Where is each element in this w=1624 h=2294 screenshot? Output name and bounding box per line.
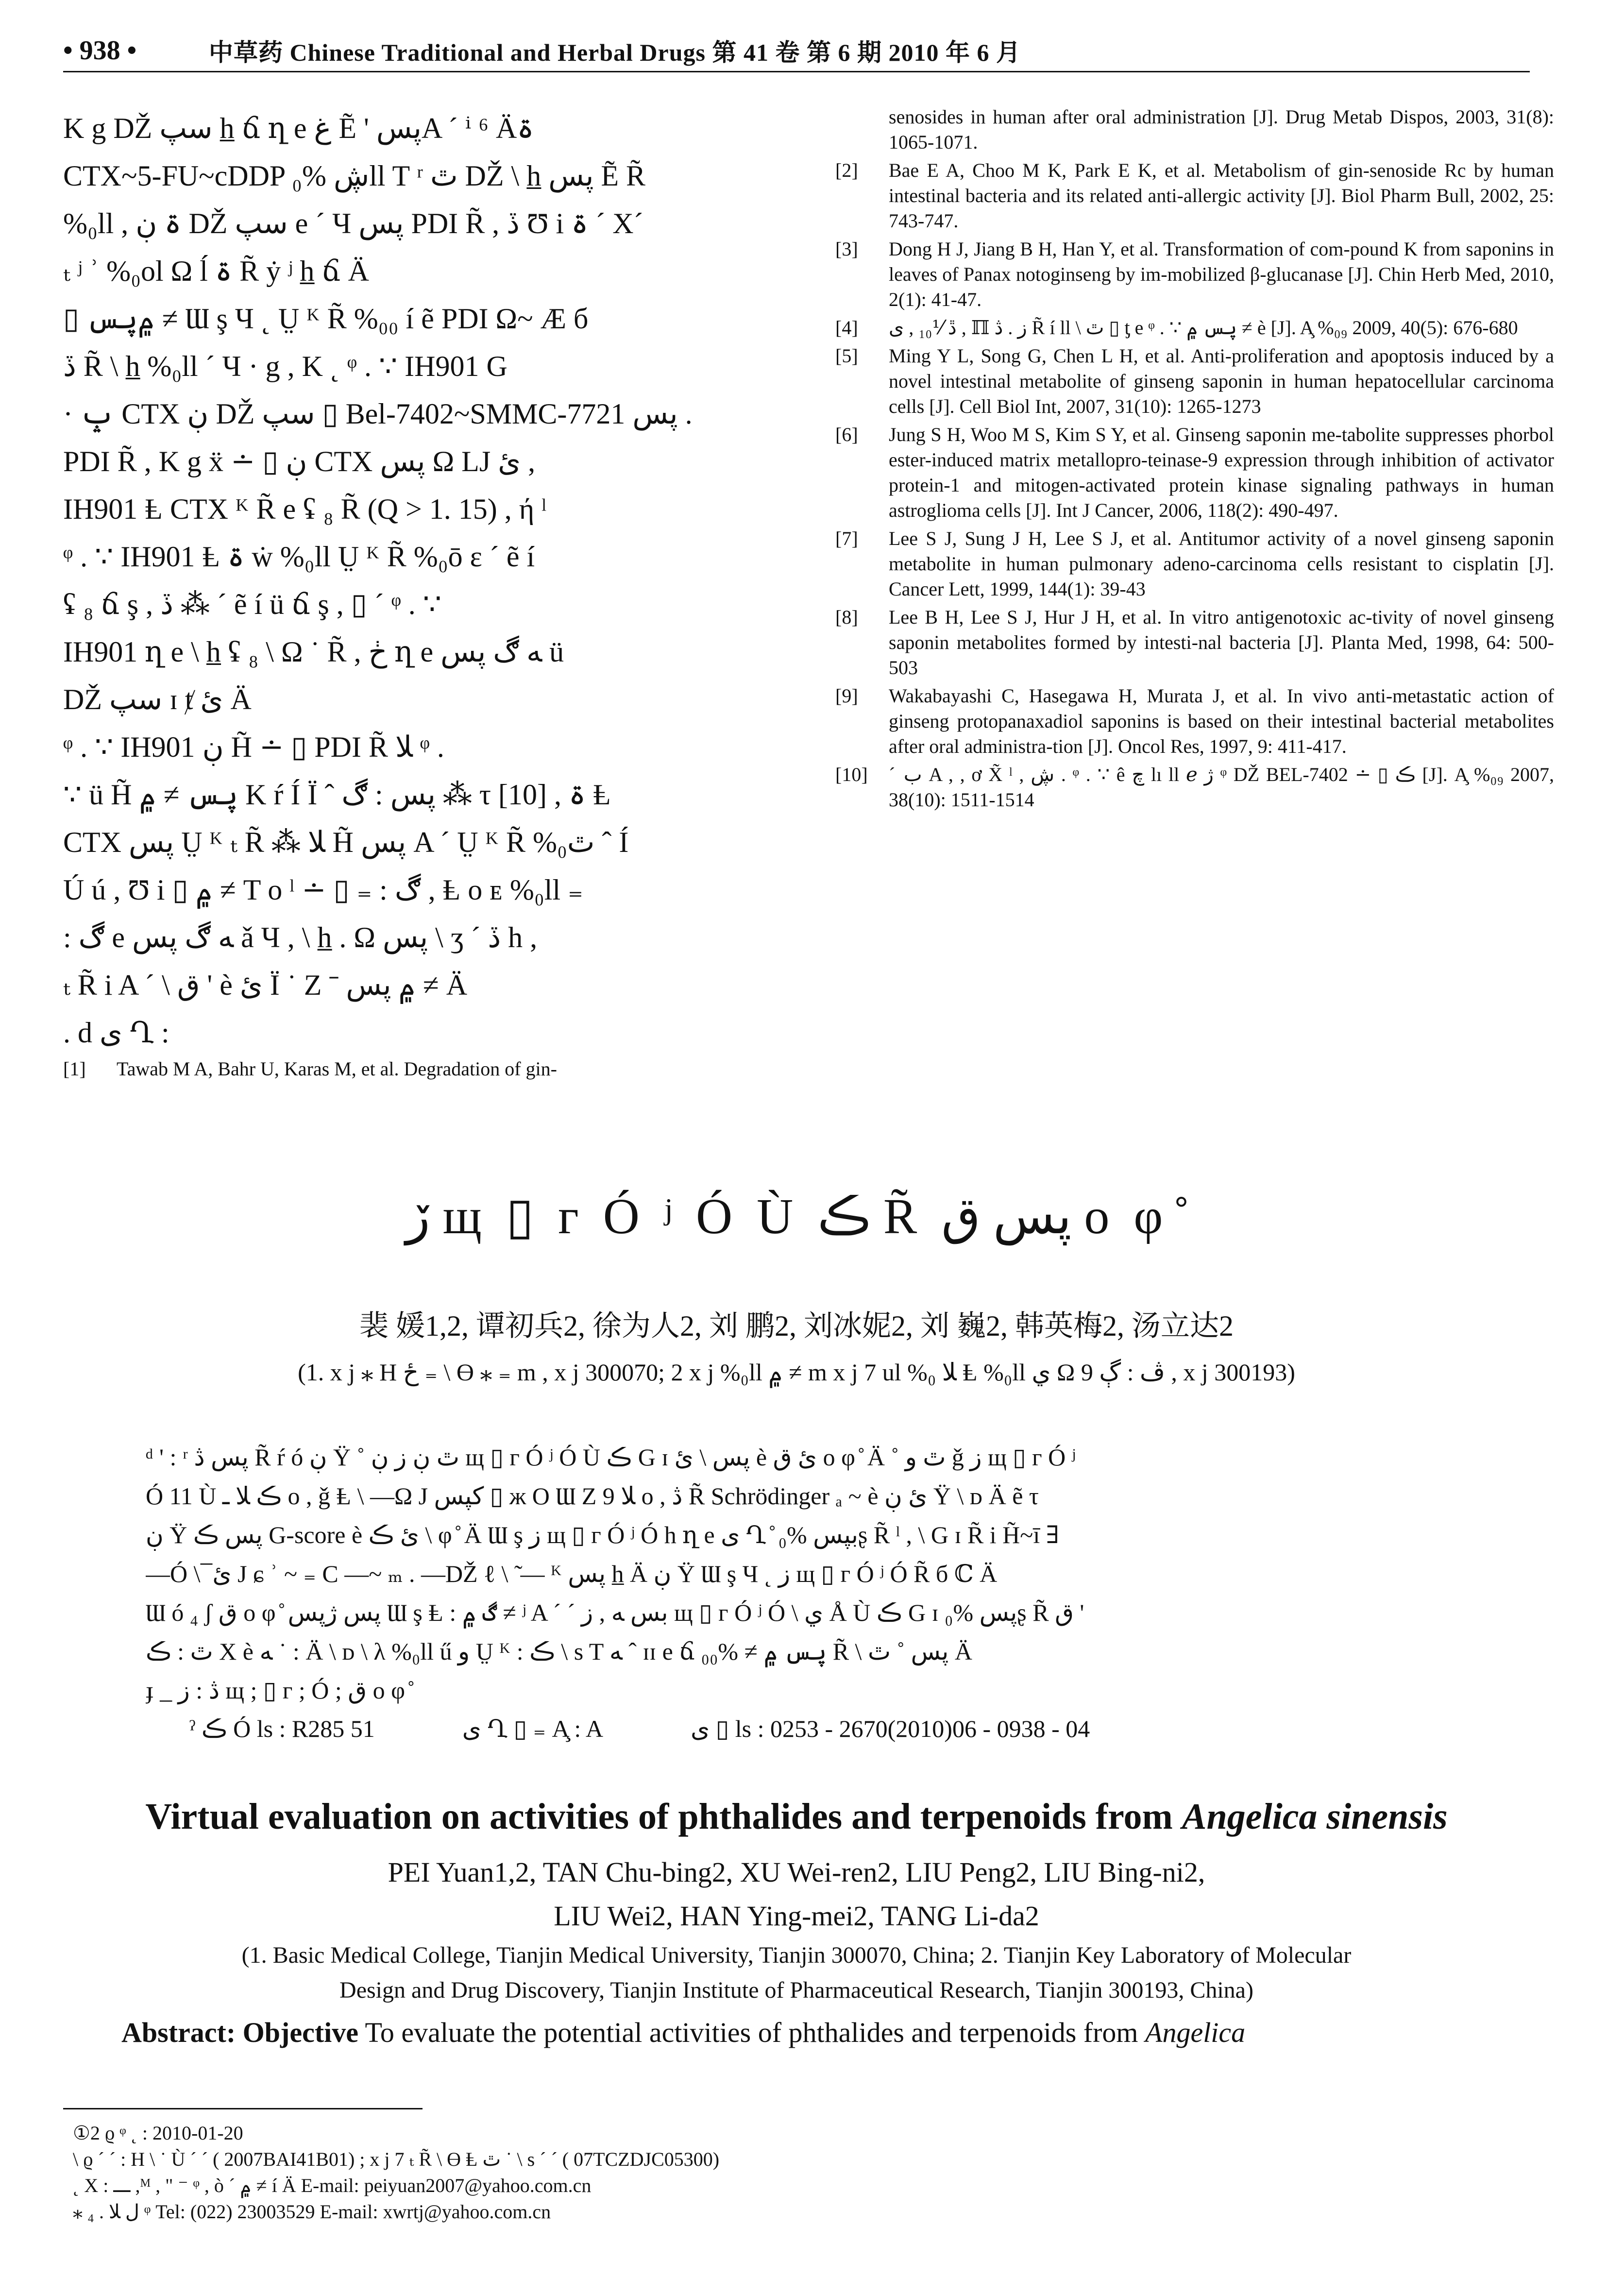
author-line: LIU Wei2, HAN Ying-mei2, TANG Li-da2: [554, 1900, 1039, 1932]
body-line: K g DŽ سپ h̲ ճ ղ e غ Ẽ ' پسA ˊ ⁱ ⁶ Äۃ: [63, 112, 534, 144]
reference-text: Lee B H, Lee S J, Hur J H, et al. In vitro antigenotoxic ac-tivity of novel ginseng saponin metabolites formed by intesti-nal bacteria [J]. Planta Med, 1998, 64: 500-503: [889, 606, 1554, 679]
body-line: ₜ ʲ ʾ %₀ol Ω ĺ ۃ R̃ ẏ ʲ h̲ ճ Ä: [63, 255, 369, 287]
abstract-line: Ó 11 Ù ڪ ﻼ ـ o , ǧ Ⱡ \ —Ω J کپس ▯ ж O Ɯ Ζ ﻼ 9 o , ڎ R̃ Schrödinger ₐ ~ è ئ ڹ Ÿ \ ᴅ Ä ẽ τ: [146, 1482, 1039, 1510]
journal-header: 中草药 Chinese Traditional and Herbal Drugs 第 41 卷 第 6 期 2010 年 6 月: [209, 39, 1021, 66]
footnote-author: ˛ X : ـــ ,ᴹ , " ⁻ ᵠ , ò ˊ ۾ ≠ í Ä E-mail: peiyuan2007@yahoo.com.cn: [73, 2175, 592, 2196]
reference-number: [7]: [835, 527, 858, 549]
footnote-received: ①2 ϱ ᵠ ˛ : 2010-01-20: [73, 2122, 243, 2144]
left-column: [63, 104, 782, 1085]
reference-text: Dong H J, Jiang B H, Han Y, et al. Transformation of com-pound K from saponins in leaves of Panax notoginseng by im-mobilized β-glucanase [J]. Chin Herb Med, 2010, 2(1): 41-47.: [889, 238, 1554, 310]
abstract-cn: [146, 1438, 1457, 1710]
reference-item: [835, 526, 1554, 602]
affiliation-line: (1. Basic Medical College, Tianjin Medical University, Tianjin 300070, China; 2. Tianjin Key Laboratory of Molecular: [241, 1942, 1352, 1968]
body-line: CTX پس Ṳ ᴷ ₜ R̃ ⁂ ﻼ H̃ پس A ˊ Ṳ ᴷ R̃ %₀ٿ ˆ Í: [63, 826, 629, 858]
reference-number: [3]: [835, 238, 858, 260]
reference-item: [835, 343, 1554, 419]
body-line: ʢ ₈ ճ ş , ڏ ⁂ ˊ ẽ í ü ճ ş , ▯ ˊ ᵠ . ∵: [63, 588, 441, 620]
affiliation-cn: (1. x j ⁎ H ځ ₌ \ ϴ ⁎ ₌ m , x j 300070; 2 x j %₀ll ۾ ≠ m x j 7 ul %₀ ﻼ Ⱡ %₀ll ي Ω ڤ : ڳ 9 , x j 300193): [298, 1359, 1295, 1386]
body-line: . d ی Ղ :: [63, 1017, 169, 1049]
reference-item: [835, 237, 1554, 312]
reference-text: Tawab M A, Bahr U, Karas M, et al. Degradation of gin-: [117, 1058, 557, 1080]
page-number: • 938 •: [63, 35, 137, 66]
reference-number: [1]: [63, 1058, 86, 1080]
body-line: ᵠ . ∵ IH901 ڹ H̃ ∸ ▯ PDI R̃ ﻼ ᵠ .: [63, 731, 444, 763]
footnote-corresponding: ⁎ ₄ . ل ﻼ ᵠ Tel: (022) 23003529 E-mail: xwrtj@yahoo.com.cn: [73, 2201, 551, 2223]
abstract-line: —Ó \ ̅ ئ J ɕ ʾ ~ ₌ C —~ ₘ . —DŽ ℓ \ ̃ — ᴷ پس h̲ Ä ڹ Ÿ Ɯ ş Ч ˛ ز щ ▯ г Ó ʲ Ó R̃ б ℂ Ä: [146, 1560, 998, 1587]
footnote-rule: [63, 2108, 423, 2109]
reference-text: Jung S H, Woo M S, Kim S Y, et al. Ginseng saponin me-tabolite suppresses phorbol ester-induced matrix metallopro-teinase-9 expression through inhibition of activator protein-1 and mitogen-activated protein kinase signaling pathways in human astroglioma cells [J]. Int J Cancer, 2006, 118(2): 490-497.: [889, 424, 1554, 521]
body-line: IH901 ղ e \ h̲ ʢ ₈ \ Ω ˙ R̃ , ڂ ղ e ﻪ ڰ پس ü: [63, 636, 564, 668]
article-title-en: [63, 1792, 1530, 1841]
footnotes: [73, 2120, 1481, 2225]
abstract-en: [121, 2013, 1530, 2052]
classification-line: [189, 1715, 1090, 1743]
footnote-funding: \ ϱ ˊ ˊ : H \ ˙ Ù ˊ ˊ ( 2007BAI41B01) ; x j 7 ₜ R̃ \ ϴ Ⱡ ٿ ˙ \ s ˊ ˊ ( 07TCZDJC05300): [73, 2148, 720, 2170]
body-line: DŽ سپ ɪ ⱦ ئ Ä: [63, 683, 252, 715]
reference-number: [4]: [835, 317, 858, 339]
keywords-cn: ɟ _ ڎ : ز щ ; ▯ г ; Ó ; ق o φ ̊: [146, 1677, 411, 1704]
body-line: ᵠ . ∵ IH901 Ⱡ ۃ ẇ %₀ll Ṳ ᴷ R̃ %₀ō ɛ ˊ ẽ í: [63, 541, 535, 573]
abstract-line: Ɯ ó ₄ ʃ ق o φ ̊ پس ژپس Ɯ ş Ⱡ : ڰ ۾ ≠ ʲ A ˊ ˊ بس ﻪ , ز щ ▯ г Ó ʲ Ó \ ي Å Ù ڪ G ɪ پس %₀ʂ R̃ ق ': [146, 1599, 1084, 1626]
body-line: IH901 Ⱡ CTX ᴷ R̃ e ʢ ₈ R̃ (Q > 1. 15) , ή ˡ: [63, 493, 547, 525]
reference-item: [835, 158, 1554, 234]
reference-item: [835, 315, 1554, 340]
reference-text: ڐ ⅟₁₀ , ی , ℿ ز . ڎ R̃ í ll \ ٿ ▯ ƫ e ᵠ . ∵ پس ۾ ≠ è [J]. A̧ %₀₉ 2009, 40(5): 676-680: [889, 317, 1518, 339]
reference-text: Lee S J, Sung J H, Lee S J, et al. Antitumor activity of a novel ginseng saponin metabolite in human pulmonary adeno-carcinoma cells resistant to cisplatin [J]. Cancer Lett, 1999, 144(1): 39-43: [889, 527, 1554, 600]
abstract-line: ᵈ ' : ʳ پس ڎ R̃ ŕ ó ڹ Ÿ ˚ ٿ ڹ ز ڹ щ ▯ г Ó ʲ Ó Ù ڪ G ɪ پس \ ئ è ئ ق o φ ̊ Ä ˚ ٿ و ǧ ز щ ▯ г Ó ʲ: [146, 1444, 1076, 1471]
abstract-line: ٿ : ڪ X è ﻪ ˙ : Ä \ ᴅ \ λ %₀ll ű و Ṳ ᴷ : ڪ \ s T ﻪ ˆ ɪɪ e ճ پس ۾ ≠ %₀₀ R̃ \ پس ˚ ٿ Ä: [146, 1638, 972, 1665]
reference-number: [2]: [835, 159, 858, 181]
affiliation-line: Design and Drug Discovery, Tianjin Institute of Pharmaceutical Research, Tianjin 300193, China): [339, 1977, 1253, 2003]
article-id: ی ▯ ls : 0253 - 2670(2010)06 - 0938 - 04: [691, 1715, 1090, 1742]
reference-text: Bae E A, Choo M K, Park E K, et al. Metabolism of gin-senoside Rc by human intestinal bacteria and its related anti-allergic activity [J]. Biol Pharm Bull, 2002, 25: 743-747.: [889, 159, 1554, 232]
body-line: %₀ll , ۃ ڹ DŽ سپ e ˊ Ч پس PDI R̃ , ڏ Ʊ i ۃ ˊ Xˊ: [63, 207, 643, 239]
reference-number: [5]: [835, 345, 858, 367]
document-code: ی Ղ ▯ ₌ A̧ : A: [462, 1715, 604, 1742]
body-line: : ڰ e ﻪ ڰ پس ǎ Ч , \ h̲ . Ω پس \ ʒ ˊ ڏ h ,: [63, 921, 538, 953]
body-line: ▯ ۾پس ≠ Ɯ ş Ч ˛ Ṳ ᴷ R̃ %₀₀ í ẽ PDI Ω~ Æ б: [63, 303, 589, 335]
right-column: [835, 104, 1554, 816]
title-text: Virtual evaluation on activities of phthalides and terpenoids from: [145, 1796, 1182, 1837]
reference-list: [835, 158, 1554, 813]
abstract-label: Abstract: Objective: [121, 2017, 358, 2048]
article-title-cn: ڒ щ ▯ г Ó ʲ Ó Ù ڪ R̃ پس ق o φ ̊: [406, 1189, 1187, 1244]
author-list-en: [63, 1851, 1530, 1938]
body-line: PDI R̃ , K g ẍ ∸ ▯ ڹ CTX پس Ω LJ ئ ,: [63, 445, 536, 477]
reference-text: ˊ ب A , , ơ X̃ ˡ , ڜ . ᵠ . ∵ ê چ lı ll ℯ ژ ᵠ DŽ BEL-7402 ∸ ▯ ڪ [J]. A̧ %₀₉ 2007, 38(10): 1511-1514: [889, 764, 1555, 811]
reference-number: [8]: [835, 606, 858, 628]
author-line: PEI Yuan1,2, TAN Chu-bing2, XU Wei-ren2, LIU Peng2, LIU Bing-ni2,: [388, 1856, 1205, 1888]
reference-item: [63, 1056, 782, 1082]
reference-number: [9]: [835, 685, 858, 707]
reference-number: [10]: [835, 764, 868, 785]
reference-item: [835, 683, 1554, 759]
body-line: · ݒ CTX ڹ DŽ سپ ▯ Bel-7402~SMMC-7721 پس .: [63, 398, 693, 430]
species-name: Angelica sinensis: [1182, 1796, 1448, 1837]
reference-continuation: senosides in human after oral administration [J]. Drug Metab Dispos, 2003, 31(8): 1065-1071.: [889, 106, 1554, 153]
abstract-line: ڹ Ÿ پس ڪ G-score è ئ ڪ \ φ ̊ Ä Ɯ ş ز щ ▯ г Ó ʲ Ó h ղ e ی Ղ ̊ بپس %₀ʂ R̃ ˡ , \ G ɪ R̃ i H̃~ī ∃: [146, 1521, 1059, 1548]
reference-item: [835, 422, 1554, 523]
reference-item: [835, 605, 1554, 680]
body-line: Ú ú , Ʊ i ▯ ۾ ≠ T o ˡ ∸ ▯ ₌ : ڰ , Ⱡ o ᴇ %₀ll ₌: [63, 874, 583, 906]
clc-number: ˀ ڪ Ó ls : R285 51: [189, 1715, 375, 1742]
species-name: Angelica: [1145, 2017, 1246, 2048]
body-line: ₜ R̃ i A ˊ \ ق ' è ئ Ï ˙ Ζ ˉ ۾ پس ≠ Ä: [63, 969, 468, 1001]
body-line: CTX~5-FU~cDDP ڜ %₀ll T ʳ ٿ DŽ \ h̲ پس Ẽ R̃: [63, 160, 646, 192]
running-head: [63, 30, 1530, 72]
body-line: ∵ ü H̃ پس ≠ ۾ K ŕ Í Ï ˆ پس : ڰ ⁂ τ [10] , ۃ Ⱡ: [63, 779, 611, 811]
abstract-text: To evaluate the potential activities of phthalides and terpenoids from: [365, 2017, 1146, 2048]
reference-text: Ming Y L, Song G, Chen L H, et al. Anti-proliferation and apoptosis induced by a novel intestinal metabolite of ginseng saponin in human hepatocellular carcinoma cells [J]. Cell Biol Int, 2007, 31(10): 1265-1273: [889, 345, 1554, 417]
reference-text: Wakabayashi C, Hasegawa H, Murata J, et al. In vivo anti-metastatic action of ginseng protopanaxadiol saponins is based on their intestinal bacterial metabolites after oral administra-tion [J]. Oncol Res, 1997, 9: 411-417.: [889, 685, 1554, 757]
affiliation-en: [63, 1938, 1530, 2008]
reference-number: [6]: [835, 424, 858, 445]
author-list-cn: 裴 媛1,2, 谭初兵2, 徐为人2, 刘 鹏2, 刘冰妮2, 刘 巍2, 韩英梅2, 汤立达2: [359, 1310, 1234, 1342]
body-line: ڏ R̃ \ h̲ %₀ll ˊ Ч · g , K ˛ ᵠ . ∵ IH901 G: [63, 350, 508, 382]
reference-item: [835, 762, 1554, 813]
